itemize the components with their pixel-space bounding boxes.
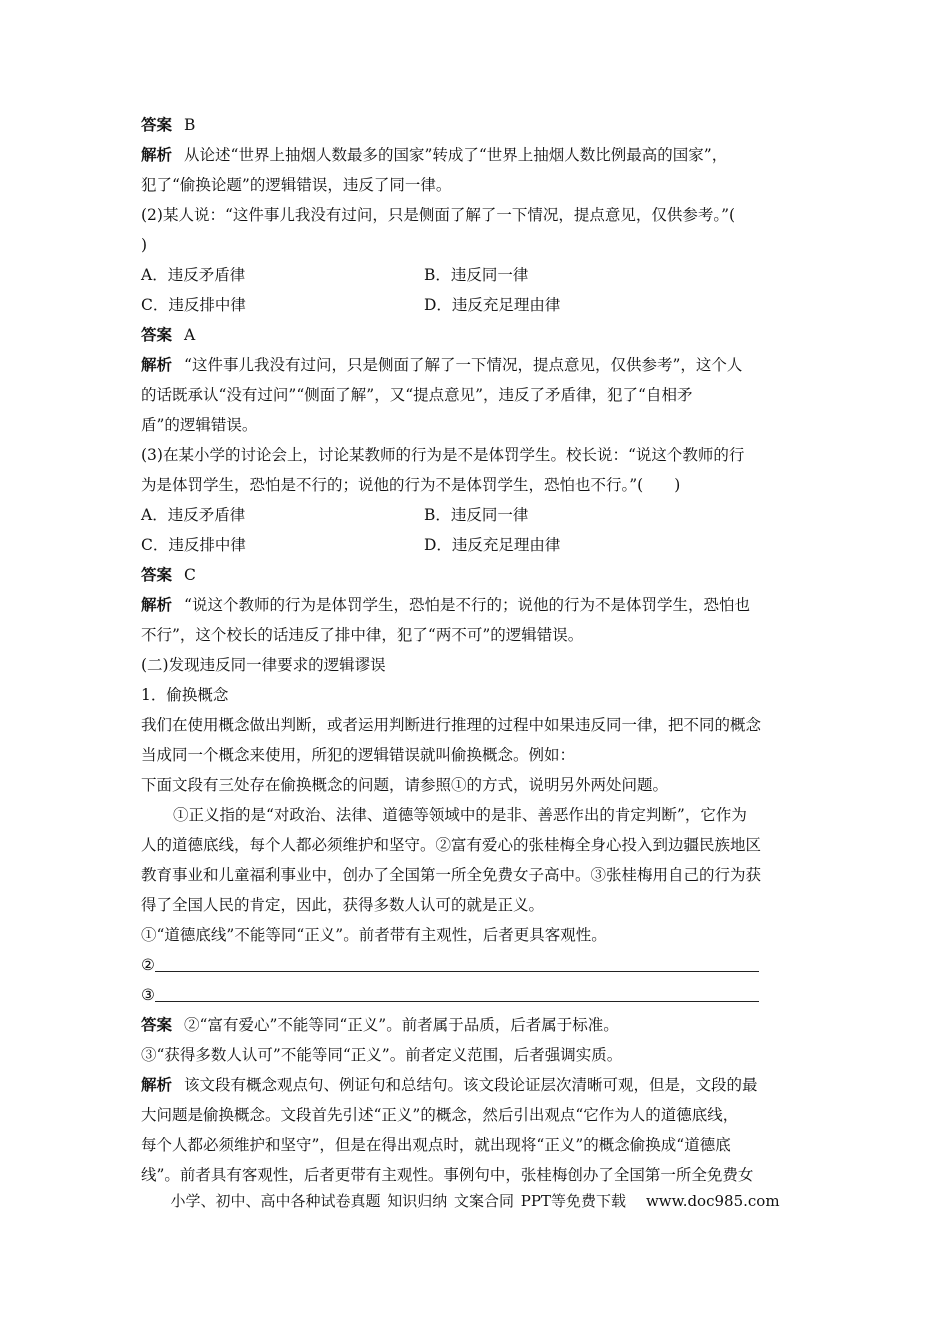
- option-a: A．违反矛盾律: [141, 506, 246, 524]
- answer-blank[interactable]: [155, 983, 759, 1002]
- footer-url[interactable]: www.doc985.com: [645, 1192, 780, 1210]
- analysis-text: “说这个教师的行为是体罚学生，恐怕是不行的；说他的行为不是体罚学生，恐怕也: [184, 596, 750, 614]
- analysis-line: [141, 590, 811, 620]
- option-c: C．违反排中律: [141, 296, 246, 314]
- option-b: B．违反同一律: [424, 266, 529, 284]
- subsection-title: 1．偷换概念: [141, 686, 229, 704]
- question-line: ): [141, 236, 148, 254]
- answer-blank[interactable]: [155, 953, 759, 972]
- passage-line: 人的道德底线，每个人都必须维护和坚守。②富有爱心的张桂梅全身心投入到边疆民族地区: [141, 836, 762, 854]
- blank-line-2: [141, 950, 811, 980]
- passage-line: ①正义指的是“对政治、法律、道德等领域中的是非、善恶作出的肯定判断”，它作为: [173, 806, 747, 824]
- analysis-text: 该文段有概念观点句、例证句和总结句。该文段论证层次清晰可观，但是，文段的最: [184, 1076, 758, 1094]
- answer-line: [141, 110, 811, 140]
- answer-line: ③“获得多数人认可”不能等同“正义”。前者定义范围，后者强调实质。: [141, 1046, 623, 1064]
- example-line: ①“道德底线”不能等同“正义”。前者带有主观性，后者更具客观性。: [141, 926, 607, 944]
- analysis-label: 解析: [141, 145, 173, 164]
- answer-label: 答案: [141, 1015, 173, 1034]
- analysis-line: 的话既承认“没有过问”“侧面了解”，又“提点意见”，违反了矛盾律，犯了“自相矛: [141, 386, 693, 404]
- answer-value: A: [184, 326, 196, 344]
- answer-text: ②“富有爱心”不能等同“正义”。前者属于品质，后者属于标准。: [184, 1016, 619, 1034]
- option-a: A．违反矛盾律: [141, 266, 246, 284]
- answer-label: 答案: [141, 325, 173, 344]
- analysis-line: [141, 350, 811, 380]
- question-line: 为是体罚学生，恐怕是不行的；说他的行为不是体罚学生，恐怕也不行。”( ): [141, 476, 681, 494]
- answer-line: [141, 320, 811, 350]
- analysis-line: 盾”的逻辑错误。: [141, 416, 258, 434]
- answer-line: [141, 1010, 811, 1040]
- blank-marker: ③: [141, 986, 155, 1004]
- document-body: [141, 110, 811, 1190]
- analysis-label: 解析: [141, 355, 173, 374]
- answer-label: 答案: [141, 115, 173, 134]
- option-row: [141, 290, 811, 320]
- analysis-line: 线”。前者具有客观性，后者更带有主观性。事例句中，张桂梅创办了全国第一所全免费女: [141, 1166, 754, 1184]
- option-row: [141, 260, 811, 290]
- answer-line: [141, 560, 811, 590]
- analysis-line: [141, 1070, 811, 1100]
- question-line: (3)在某小学的讨论会上，讨论某教师的行为是不是体罚学生。校长说：“说这个教师的行: [141, 446, 745, 464]
- option-d: D．违反充足理由律: [424, 536, 561, 554]
- option-c: C．违反排中律: [141, 536, 246, 554]
- option-d: D．违反充足理由律: [424, 296, 561, 314]
- passage-line: 得了全国人民的肯定，因此，获得多数人认可的就是正义。: [141, 896, 545, 914]
- analysis-line: [141, 140, 811, 170]
- analysis-line: 犯了“偷换论题”的逻辑错误，违反了同一律。: [141, 176, 452, 194]
- answer-value: B: [184, 116, 196, 134]
- analysis-text: 从论述“世界上抽烟人数最多的国家”转成了“世界上抽烟人数比例最高的国家”，: [184, 146, 728, 164]
- analysis-label: 解析: [141, 595, 173, 614]
- footer-text: 小学、初中、高中各种试卷真题 知识归纳 文案合同 PPT等免费下载: [170, 1192, 626, 1210]
- analysis-label: 解析: [141, 1075, 173, 1094]
- question-line: (2)某人说：“这件事儿我没有过问，只是侧面了解了一下情况，提点意见，仅供参考。”(: [141, 206, 736, 224]
- analysis-text: “这件事儿我没有过问，只是侧面了解了一下情况，提点意见，仅供参考”，这个人: [184, 356, 743, 374]
- blank-line-3: [141, 980, 811, 1010]
- intro-line: 当成同一个概念来使用，所犯的逻辑错误就叫偷换概念。例如：: [141, 746, 576, 764]
- analysis-line: 不行”，这个校长的话违反了排中律，犯了“两不可”的逻辑错误。: [141, 626, 584, 644]
- analysis-line: 每个人都必须维护和坚守”，但是在得出观点时，就出现将“正义”的概念偷换成“道德底: [141, 1136, 731, 1154]
- analysis-line: 大问题是偷换概念。文段首先引述“正义”的概念，然后引出观点“它作为人的道德底线，: [141, 1106, 739, 1124]
- passage-line: 教育事业和儿童福利事业中，创办了全国第一所全免费女子高中。③张桂梅用自己的行为获: [141, 866, 762, 884]
- page-footer: [0, 1190, 950, 1211]
- option-row: [141, 500, 811, 530]
- intro-line: 我们在使用概念做出判断，或者运用判断进行推理的过程中如果违反同一律，把不同的概念: [141, 716, 762, 734]
- option-b: B．违反同一律: [424, 506, 529, 524]
- answer-value: C: [184, 566, 196, 584]
- answer-label: 答案: [141, 565, 173, 584]
- intro-line: 下面文段有三处存在偷换概念的问题，请参照①的方式，说明另外两处问题。: [141, 776, 669, 794]
- blank-marker: ②: [141, 956, 155, 974]
- section-title: (二)发现违反同一律要求的逻辑谬误: [141, 656, 386, 674]
- option-row: [141, 530, 811, 560]
